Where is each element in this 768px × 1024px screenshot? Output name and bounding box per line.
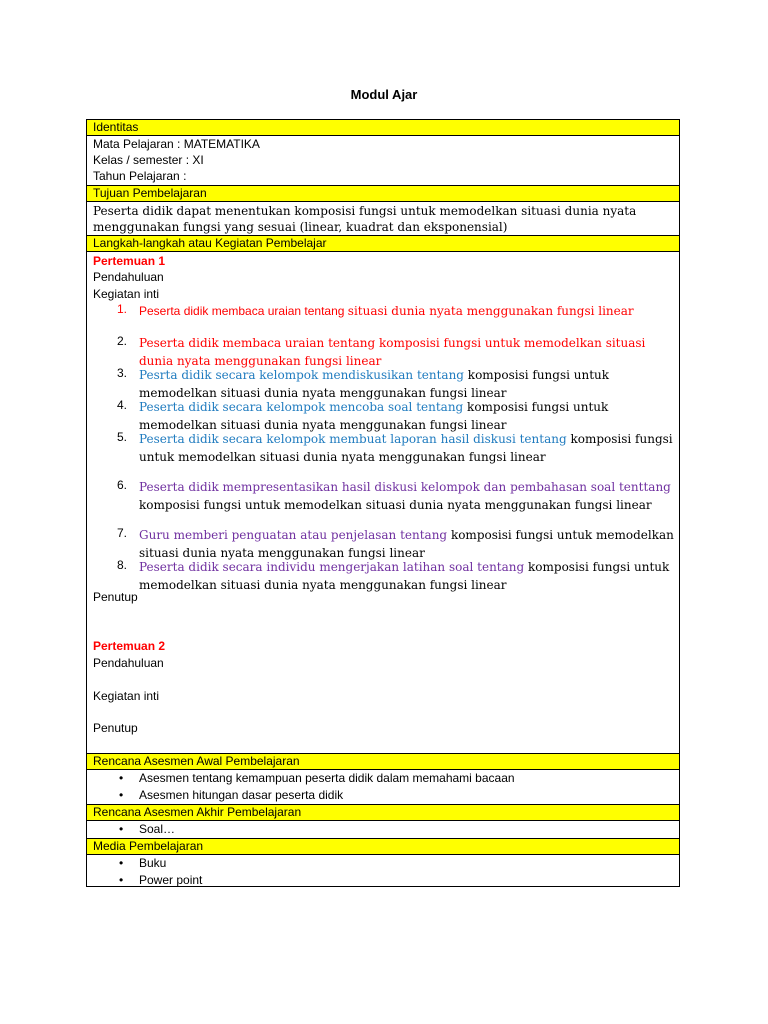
step-text: komposisi fungsi untuk memodelkan situasi dunia nyata menggunakan fungsi linear — [139, 560, 670, 592]
bullet-icon: • — [119, 856, 124, 870]
bullet-text: Soal… — [139, 822, 176, 836]
step-item — [117, 366, 675, 398]
pertemuan-1-title: Pertemuan 1 — [93, 254, 166, 268]
step-item — [117, 302, 675, 334]
bullet-text: Power point — [139, 873, 203, 887]
pertemuan-2-kegiatan-inti: Kegiatan inti — [93, 689, 160, 703]
tujuan-text: Peserta didik dapat menentukan komposisi fungsi untuk memodelkan situasi dunia nyata menggunakan fungsi yang sesuai (linear, kuadrat dan eksponensial) — [93, 204, 637, 234]
asesmen-akhir-header: Rencana Asesmen Akhir Pembelajaran — [87, 804, 679, 821]
step-text: Peserta didik membaca uraian tentang komposisi fungsi untuk memodelkan situasi dunia nyata menggunakan fungsi linear — [139, 336, 646, 368]
step-text-highlight: Peserta didik secara kelompok mencoba soal tentang — [139, 400, 464, 414]
step-number: 3. — [117, 366, 128, 380]
step-text: komposisi fungsi untuk memodelkan situasi dunia nyata menggunakan fungsi linear — [139, 400, 609, 432]
langkah-header: Langkah-langkah atau Kegiatan Pembelajar — [87, 235, 679, 252]
pertemuan-2-penutup: Penutup — [93, 721, 138, 735]
step-item — [117, 398, 675, 430]
module-table — [86, 119, 680, 887]
step-item — [117, 478, 675, 526]
step-text: komposisi fungsi untuk memodelkan situasi dunia nyata menggunakan fungsi linear — [139, 498, 652, 512]
bullet-text: Buku — [139, 856, 167, 870]
step-text: komposisi fungsi untuk memodelkan situasi dunia nyata menggunakan fungsi linear — [139, 432, 673, 464]
step-number: 1. — [117, 302, 128, 316]
step-number: 2. — [117, 334, 128, 348]
bullet-icon: • — [119, 788, 124, 802]
mata-pelajaran-line: Mata Pelajaran : MATEMATIKA — [93, 137, 260, 151]
step-number: 6. — [117, 478, 128, 492]
kelas-semester-line: Kelas / semester : XI — [93, 153, 204, 167]
media-header: Media Pembelajaran — [87, 838, 679, 855]
step-item — [117, 558, 675, 590]
kegiatan-steps-list — [117, 302, 675, 590]
step-text-highlight: Guru memberi penguatan atau penjelasan tentang — [139, 528, 448, 542]
step-text-highlight: Peserta didik secara individu mengerjakan latihan soal tentang — [139, 560, 525, 574]
step-number: 7. — [117, 526, 128, 540]
bullet-icon: • — [119, 873, 124, 887]
bullet-icon: • — [119, 822, 124, 836]
tujuan-header: Tujuan Pembelajaran — [87, 185, 679, 202]
step-text: Peserta didik membaca uraian tentang — [139, 304, 348, 318]
step-item — [117, 526, 675, 558]
step-item — [117, 430, 675, 478]
asesmen-awal-header: Rencana Asesmen Awal Pembelajaran — [87, 753, 679, 770]
step-text: komposisi fungsi untuk memodelkan situasi dunia nyata menggunakan fungsi linear — [139, 368, 610, 400]
step-number: 8. — [117, 558, 128, 572]
pertemuan-2-pendahuluan: Pendahuluan — [93, 656, 164, 670]
pertemuan-1-pendahuluan: Pendahuluan — [93, 270, 164, 284]
bullet-text: Asesmen hitungan dasar peserta didik — [139, 788, 344, 802]
pertemuan-1-penutup: Penutup — [93, 590, 138, 604]
pertemuan-2-title: Pertemuan 2 — [93, 639, 166, 653]
step-text-highlight: Peserta didik mempresentasikan hasil diskusi kelompok dan pembahasan soal tenttang — [139, 480, 671, 494]
step-number: 4. — [117, 398, 128, 412]
step-number: 5. — [117, 430, 128, 444]
tahun-pelajaran-line: Tahun Pelajaran : — [93, 169, 187, 183]
bullet-text: Asesmen tentang kemampuan peserta didik dalam memahami bacaan — [139, 771, 515, 785]
step-item — [117, 334, 675, 366]
bullet-icon: • — [119, 771, 124, 785]
step-text-continued: situasi dunia nyata menggunakan fungsi linear — [347, 304, 634, 318]
pertemuan-1-kegiatan-inti: Kegiatan inti — [93, 287, 160, 301]
step-text-highlight: Peserta didik secara kelompok membuat laporan hasil diskusi tentang — [139, 432, 567, 446]
identitas-header: Identitas — [87, 120, 679, 136]
step-text: komposisi fungsi untuk memodelkan situasi dunia nyata menggunakan fungsi linear — [139, 528, 674, 560]
page-title: Modul Ajar — [350, 87, 418, 102]
step-text-highlight: Pesrta didik secara kelompok mendiskusikan tentang — [139, 368, 464, 382]
